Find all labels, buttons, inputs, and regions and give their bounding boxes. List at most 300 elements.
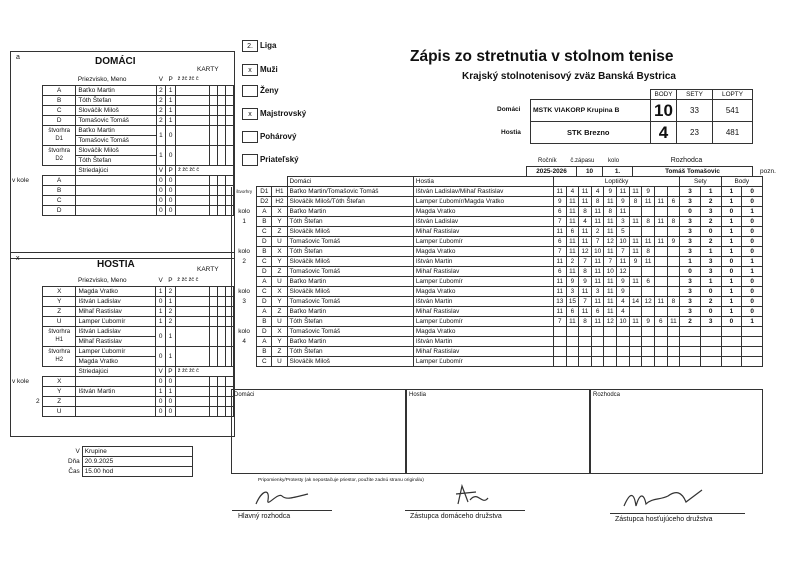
pozn-label: pozn. [760,168,776,175]
match-row [232,197,763,207]
card-cell[interactable] [218,316,226,326]
match-ball-score: 11 [654,297,667,307]
doubles-code: štvorhra H1 [43,326,76,346]
match-home-sets [680,337,701,347]
card-cell[interactable] [226,95,234,105]
player-wins: 2 [156,105,166,115]
match-ball-score [642,357,655,367]
card-cell[interactable] [218,85,226,95]
card-cell[interactable] [218,386,226,396]
subs-p-header: P [166,366,176,376]
card-cell[interactable] [218,105,226,115]
match-away-code: Z [272,347,287,357]
card-cell[interactable] [175,316,209,326]
doubles-row [43,346,234,356]
match-home-player: Baťko Martin [287,307,413,317]
match-ball-score: 7 [604,257,617,267]
match-home-points: 1 [721,197,742,207]
match-home-player: Baťko Martin/Tomašovic Tomáš [287,187,413,197]
card-cell[interactable] [175,346,209,366]
option-muzi[interactable] [242,59,342,80]
card-cell[interactable] [218,195,226,205]
card-cell[interactable] [210,326,218,346]
match-ball-score: 12 [604,237,617,247]
option-majstrovsky[interactable] [242,103,342,126]
doubles-player-name: Magda Vratko [76,356,156,366]
subs-blank [43,366,76,376]
card-cell[interactable] [175,296,209,306]
match-ball-score: 4 [579,217,592,227]
match-home-sets: 3 [680,227,701,237]
match-ball-score: 6 [591,307,604,317]
option-priatelsky[interactable] [242,149,342,172]
match-ball-score [667,247,680,257]
sub-name[interactable]: Ištván Martin [76,386,156,396]
match-ball-score [654,247,667,257]
match-home-code: D1 [257,187,272,197]
player-name: Slováčik Miloš [76,105,156,115]
roster-code-header [43,276,76,286]
doubles-code: štvorhra D2 [43,145,76,165]
match-away-player: Mihaľ Rastislav [413,347,553,357]
player-wins: 2 [156,95,166,105]
card-cell[interactable] [175,376,209,386]
doubles-row [43,326,234,336]
match-ball-score [591,337,604,347]
card-cell[interactable] [226,376,234,386]
card-cell[interactable] [210,396,218,406]
section-marker-x: x [16,255,20,262]
card-cell[interactable] [218,205,226,215]
match-away-sets [700,357,721,367]
card-cell[interactable] [210,105,218,115]
card-cell[interactable] [210,406,218,416]
match-ball-score: 11 [591,317,604,327]
option-liga[interactable] [242,40,342,59]
roster-v-header: V [158,76,164,84]
sub-name[interactable] [76,376,156,386]
card-cell[interactable] [176,195,210,205]
match-ball-score [642,207,655,217]
match-home-points: 1 [721,307,742,317]
doubles-losses: 0 [166,145,176,165]
player-name: Tomašovic Tomáš [76,115,156,125]
match-ball-score [654,257,667,267]
match-round [232,357,257,367]
match-away-code: Y [272,217,287,227]
match-home-code: D2 [257,197,272,207]
match-ball-score: 9 [566,277,579,287]
match-round: kolo [232,247,257,257]
match-ball-score: 9 [667,237,680,247]
player-wins: 1 [156,316,166,326]
match-ball-score: 8 [629,197,642,207]
card-cell[interactable] [175,396,209,406]
card-cell[interactable] [175,306,209,316]
match-away-player: Lamper Ľubomír [413,237,553,247]
match-home-player: Baťko Martin [287,207,413,217]
match-away-sets: 3 [700,257,721,267]
subs-v-header: V [156,366,166,376]
match-ball-score: 11 [566,197,579,207]
match-row [232,237,763,247]
match-row [232,337,763,347]
roster-cards-header: ž žč žč č [177,277,199,284]
match-ball-score: 11 [604,297,617,307]
card-cell[interactable] [226,145,234,165]
sub-row [43,406,234,416]
card-cell[interactable] [218,95,226,105]
match-home-points: 1 [721,247,742,257]
player-code: Y [43,296,76,306]
rocnik-label: Ročník [538,158,557,164]
sub-name[interactable] [76,406,156,416]
match-row [232,257,763,267]
match-away-points [742,327,763,337]
match-home-sets: 3 [680,187,701,197]
notes-domaci-box[interactable] [231,389,406,474]
match-away-sets: 0 [700,227,721,237]
player-losses: 2 [166,306,176,316]
match-ball-score: 6 [566,307,579,317]
match-home-player: Slováčik Miloš [287,227,413,237]
match-ball-score [617,347,630,357]
player-losses: 1 [166,115,176,125]
card-cell[interactable] [175,386,209,396]
player-wins: 1 [156,306,166,316]
time-value: 15.00 hod [82,467,192,477]
match-ball-score: 11 [604,277,617,287]
match-ball-score: 11 [604,247,617,257]
notes-hostia-box[interactable] [406,389,590,474]
card-cell[interactable] [176,145,210,165]
points-header: Body [721,177,762,187]
away-lopty: 481 [713,122,753,144]
match-home-sets: 0 [680,207,701,217]
match-ball-score: 4 [566,187,579,197]
match-home-points: 1 [721,237,742,247]
match-ball-score [604,327,617,337]
doubles-losses: 1 [166,326,176,346]
match-round [232,347,257,357]
doubles-player-name: Tóth Štefan [76,155,156,165]
player-losses: 1 [166,95,176,105]
score-summary [526,89,753,144]
doubles-wins: 1 [156,145,166,165]
card-cell[interactable] [176,125,210,145]
card-cell[interactable] [210,175,218,185]
card-cell[interactable] [210,386,218,396]
match-away-points: 1 [742,317,763,327]
match-ball-score: 11 [629,247,642,257]
match-row [232,317,763,327]
match-ball-score: 10 [604,267,617,277]
card-cell[interactable] [218,346,226,366]
sub-name[interactable] [76,195,156,205]
match-ball-score: 7 [553,247,566,257]
match-ball-score: 11 [629,187,642,197]
match-row [232,207,763,217]
card-cell[interactable] [176,95,210,105]
card-cell[interactable] [210,376,218,386]
match-away-sets [700,327,721,337]
card-cell[interactable] [218,306,226,316]
card-cell[interactable] [226,105,234,115]
card-cell[interactable] [226,115,234,125]
match-away-code: U [272,317,287,327]
roster-code-header [43,75,76,85]
doubles-player-name: Mihaľ Rastislav [76,336,156,346]
match-ball-score: 12 [604,317,617,327]
match-ball-score [654,227,667,237]
card-cell[interactable] [226,125,234,145]
away-sety: 23 [677,122,713,144]
match-row [232,247,763,257]
card-cell[interactable] [210,185,218,195]
match-round [232,237,257,247]
liga-value: 2. [242,40,258,52]
doubles-wins: 0 [156,326,166,346]
doubles-player-name: Baťko Martin [76,125,156,135]
match-away-sets: 3 [700,207,721,217]
sub-wins: 0 [156,195,166,205]
card-cell[interactable] [176,205,210,215]
match-away-sets: 0 [700,287,721,297]
sub-losses: 0 [166,195,176,205]
match-ball-score: 11 [642,197,655,207]
match-ball-score [604,357,617,367]
match-ball-score [553,337,566,347]
match-ball-score [642,327,655,337]
sub-name[interactable] [76,205,156,215]
sub-name[interactable] [76,185,156,195]
match-ball-score: 11 [617,187,630,197]
muzi-checkbox: x [242,64,258,76]
match-home-points: 0 [721,207,742,217]
match-ball-score [629,267,642,277]
poharovy-label: Pohárový [259,131,297,141]
doubles-row [43,145,234,155]
card-cell[interactable] [218,175,226,185]
sub-row [43,396,234,406]
card-cell[interactable] [210,296,218,306]
match-ball-score: 11 [617,257,630,267]
match-row [232,287,763,297]
match-ball-score: 11 [629,217,642,227]
match-ball-score: 11 [591,267,604,277]
signature-note: Pripomienky/Protesty (ak nepostačuje priestor, použite zadnú stranu originálu) [258,478,424,483]
match-away-player: Ištván Ladislav/Mihaľ Rastislav [413,187,553,197]
rocnik-value: 2025-2026 [527,167,577,177]
match-ball-score: 11 [591,277,604,287]
card-cell[interactable] [210,145,218,165]
player-wins: 2 [156,115,166,125]
card-cell[interactable] [176,105,210,115]
sub-name[interactable] [76,175,156,185]
competition-options [242,40,342,172]
match-away-code: Z [272,307,287,317]
match-ball-score [642,267,655,277]
sub-losses: 0 [166,205,176,215]
match-home-player: Tóth Štefan [287,247,413,257]
muzi-label: Muži [259,64,278,74]
match-ball-score [629,337,642,347]
match-ball-score [667,357,680,367]
player-code: C [43,105,76,115]
card-cell[interactable] [218,406,226,416]
body-header: BODY [651,90,677,100]
match-away-code: X [272,287,287,297]
card-cell[interactable] [176,85,210,95]
match-home-points [721,327,742,337]
home-title: DOMÁCI [95,56,136,67]
away-vkole-label: v kole [12,378,29,385]
sub-row [43,205,234,215]
match-ball-score: 11 [629,237,642,247]
match-away-player: Ištván Martin [413,257,553,267]
match-home-points: 0 [721,317,742,327]
sub-name[interactable] [76,396,156,406]
match-away-points: 1 [742,257,763,267]
match-away-player: Magda Vratko [413,207,553,217]
match-away-sets: 3 [700,267,721,277]
match-ball-score: 7 [591,237,604,247]
card-cell[interactable] [210,115,218,125]
match-ball-score [654,277,667,287]
match-ball-score: 9 [629,257,642,267]
home-lopty: 541 [713,100,753,122]
notes-rozhodca-box[interactable] [590,389,763,474]
card-cell[interactable] [175,326,209,346]
match-ball-score: 6 [553,237,566,247]
card-cell[interactable] [176,175,210,185]
match-ball-score [591,347,604,357]
card-cell[interactable] [210,346,218,366]
match-ball-score [667,257,680,267]
card-cell[interactable] [210,306,218,316]
match-home-code: B [257,347,272,357]
signature-hlavny-image [248,482,318,512]
match-home-code: A [257,277,272,287]
match-ball-score: 10 [617,237,630,247]
roster-row [43,316,234,326]
card-cell[interactable] [210,205,218,215]
match-ball-score [667,187,680,197]
match-ball-score: 9 [604,187,617,197]
match-away-code: U [272,277,287,287]
match-away-points [742,347,763,357]
match-ball-score [654,267,667,277]
match-a-header [272,177,287,187]
match-home-sets: 2 [680,317,701,327]
card-cell[interactable] [175,286,209,296]
player-name: Baťko Martin [76,85,156,95]
card-cell[interactable] [210,316,218,326]
match-ball-score: 6 [642,277,655,287]
match-away-player: Magda Vratko [413,247,553,257]
home-vkole-label: v kole [12,177,29,184]
card-cell[interactable] [176,185,210,195]
sub-losses: 1 [166,386,176,396]
option-zeny[interactable] [242,80,342,103]
match-home-sets: 3 [680,297,701,307]
card-cell[interactable] [210,195,218,205]
card-cell[interactable] [210,95,218,105]
card-cell[interactable] [210,286,218,296]
card-cell[interactable] [176,115,210,125]
match-ball-score: 11 [553,257,566,267]
away-karty-label: KARTY [197,266,219,273]
match-ball-score: 11 [579,197,592,207]
card-cell[interactable] [218,396,226,406]
card-cell[interactable] [218,326,226,346]
player-losses: 2 [166,316,176,326]
match-home-code: C [257,227,272,237]
match-ball-score [667,207,680,217]
match-row [232,267,763,277]
card-cell[interactable] [175,406,209,416]
card-cell[interactable] [218,145,226,165]
match-ball-score [667,347,680,357]
match-away-points: 0 [742,197,763,207]
match-ball-score [629,207,642,217]
match-round: 2 [232,257,257,267]
match-ball-score [604,337,617,347]
kolo-value: 1. [603,167,633,177]
home-sety: 33 [677,100,713,122]
match-ball-score: 11 [553,307,566,317]
option-poharovy[interactable] [242,126,342,149]
match-ball-score: 12 [617,267,630,277]
card-cell[interactable] [218,115,226,125]
card-cell[interactable] [210,125,218,145]
match-home-code: D [257,327,272,337]
sub-code: Z [43,396,76,406]
match-ball-score: 8 [579,267,592,277]
match-ball-score: 11 [591,297,604,307]
match-home-player: Tomašovic Tomáš [287,327,413,337]
card-cell[interactable] [218,376,226,386]
sub-code: B [43,185,76,195]
card-cell[interactable] [218,286,226,296]
roster-name-header: Priezvisko, Meno [77,76,127,84]
match-ball-score: 11 [654,237,667,247]
card-cell[interactable] [218,296,226,306]
sub-losses: 0 [166,175,176,185]
match-round [232,277,257,287]
doubles-player-name: Ištván Ladislav [76,326,156,336]
card-cell[interactable] [226,85,234,95]
card-cell[interactable] [218,125,226,145]
card-cell[interactable] [218,185,226,195]
match-home-points [721,337,742,347]
player-losses: 1 [166,85,176,95]
home-body: 10 [651,100,677,122]
match-ball-score: 9 [617,277,630,287]
match-ball-score: 11 [566,267,579,277]
doubles-row [43,125,234,135]
match-ball-score [604,347,617,357]
place-date-table [66,446,193,477]
signature-domaci-image [448,480,498,510]
sub-code: Y [43,386,76,396]
match-ball-score [629,327,642,337]
card-cell[interactable] [210,85,218,95]
match-home-points [721,357,742,367]
signature-domaci-label: Zástupca domáceho družstva [410,513,502,520]
match-away-points: 1 [742,267,763,277]
home-karty-label: KARTY [197,66,219,73]
